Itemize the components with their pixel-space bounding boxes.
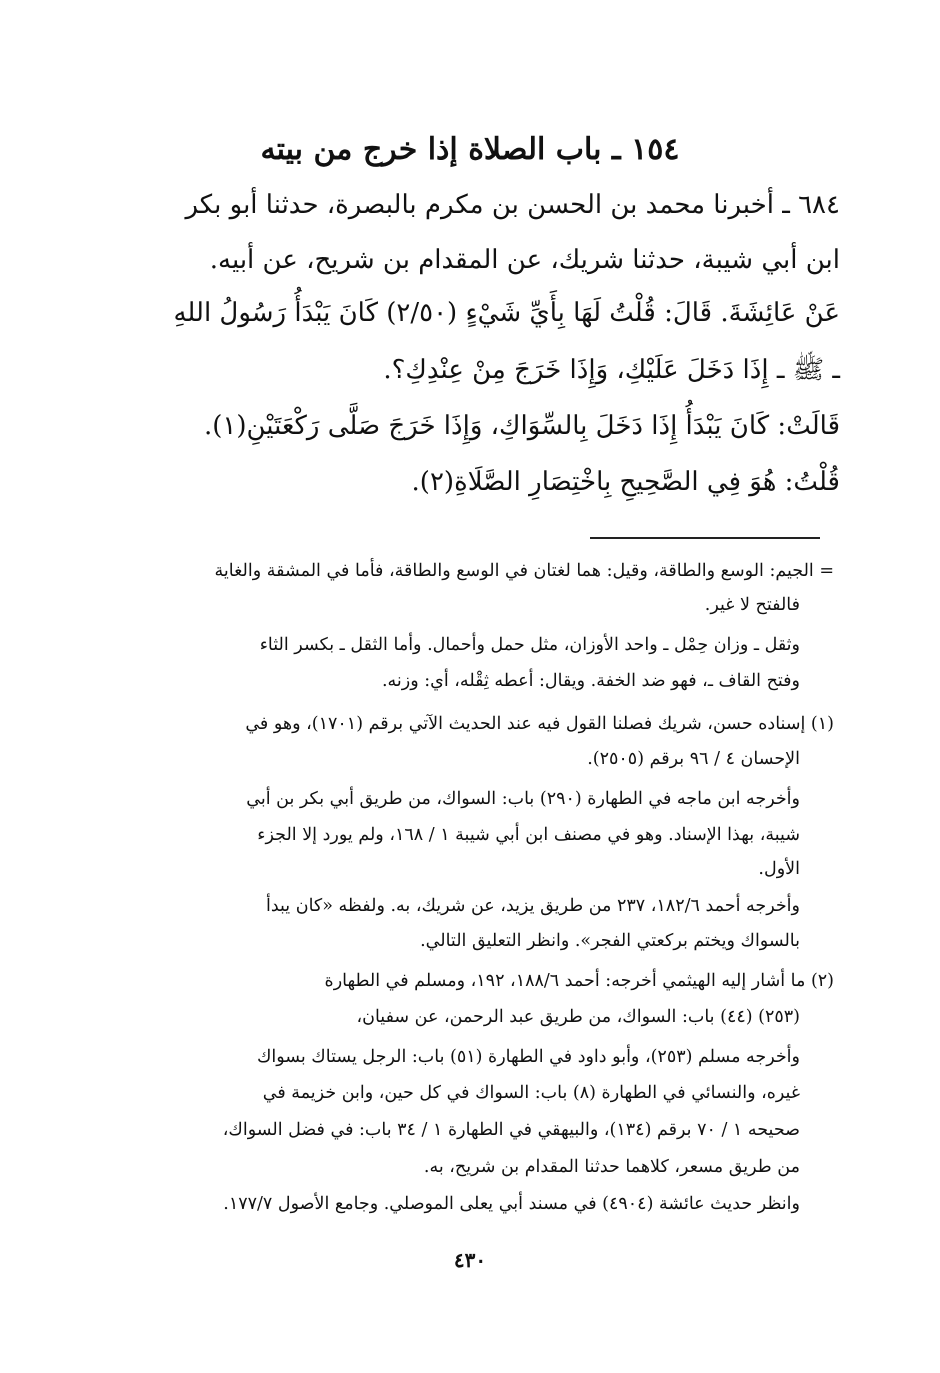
footnote-line: بالسواك ويختم بركعتي الفجر». وانظر التعليق التالي.	[420, 931, 800, 951]
hadith-line: ٦٨٤ ـ أخبرنا محمد بن الحسن بن مكرم بالبصرة، حدثنا أبو بكر	[185, 190, 840, 220]
hadith-line: عَنْ عَائِشَةَ. قَالَ: قُلْتُ لَهَا بِأَيِّ شَيْءٍ (٢/٥٠) كَانَ يَبْدَأُ رَسُولُ اللهِ	[173, 298, 840, 328]
footnote-line: فالفتح لا غير.	[704, 595, 800, 615]
footnote-line: وانظر حديث عائشة (٤٩٠٤) في مسند أبي يعلى الموصلي. وجامع الأصول ١٧٧/٧.	[223, 1194, 800, 1214]
footnote-line: الأول.	[758, 859, 800, 879]
footnote-line: غيره، والنسائي في الطهارة (٨) باب: السواك في كل حين، وابن خزيمة في	[262, 1083, 800, 1103]
footnote-line: (٢) ما أشار إليه الهيثمي أخرجه: أحمد ١٨٨/٦، ١٩٢، ومسلم في الطهارة	[324, 971, 834, 991]
footnote-line: (١) إسناده حسن، شريك فصلنا القول فيه عند الحديث الآتي برقم (١٧٠١)، وهو في	[245, 714, 834, 734]
footnote-line: شيبة، بهذا الإسناد. وهو في مصنف ابن أبي شيبة ١ / ١٦٨، ولم يورد إلا الجزء	[257, 825, 800, 845]
footnote-line: وأخرجه ابن ماجه في الطهارة (٢٩٠) باب: السواك، من طريق أبي بكر بن أبي	[246, 789, 800, 809]
footnote-line: وأخرجه مسلم (٢٥٣)، وأبو داود في الطهارة (٥١) باب: الرجل يستاك بسواك	[256, 1047, 800, 1067]
footnote-line: وأخرجه أحمد ١٨٢/٦، ٢٣٧ من طريق يزيد، عن شريك، به. ولفظه «كان يبدأ	[265, 896, 800, 916]
page-number: ٤٣٠	[453, 1248, 487, 1272]
footnote-divider	[590, 537, 820, 539]
footnote-line: (٢٥٣) (٤٤) باب: السواك، من طريق عبد الرحمن، عن سفيان،	[356, 1007, 800, 1027]
footnote-line: الإحسان ٤ / ٩٦ برقم (٢٥٠٥).	[587, 749, 800, 769]
chapter-title: ١٥٤ ـ باب الصلاة إذا خرج من بيته	[260, 132, 680, 167]
hadith-line: ابن أبي شيبة، حدثنا شريك، عن المقدام بن شريح، عن أبيه.	[209, 245, 840, 275]
footnote-line: من طريق مسعر، كلاهما حدثنا المقدام بن شريح، به.	[423, 1157, 800, 1177]
footnote-line: وثقل ـ وزان حِمْل ـ واحد الأوزان، مثل حمل وأحمال. وأما الثقل ـ بكسر الثاء	[259, 635, 800, 655]
hadith-line: ـ ﷺ ـ إِذَا دَخَلَ عَلَيْكِ، وَإِذَا خَرَجَ مِنْ عِنْدِكِ؟.	[383, 355, 840, 385]
footnote-line: وفتح القاف ـ، فهو ضد الخفة. ويقال: أعطه ثِقْله، أي: وزنه.	[381, 671, 800, 691]
footnote-line: صحيحه ١ / ٧٠ برقم (١٣٤)، والبيهقي في الطهارة ١ / ٣٤ باب: في فضل السواك،	[222, 1120, 800, 1140]
hadith-line: قُلْتُ: هُوَ فِي الصَّحِيحِ بِاخْتِصَارِ الصَّلَاةِ(٢).	[411, 467, 840, 497]
footnote-line: = الجيم: الوسع والطاقة، وقيل: هما لغتان في الوسع والطاقة، فأما في المشقة والغاية	[214, 561, 834, 581]
hadith-line: قَالَتْ: كَانَ يَبْدَأُ إِذَا دَخَلَ بِالسِّوَاكِ، وَإِذَا خَرَجَ صَلَّى رَكْعَتَيْنِ(١).	[203, 411, 840, 441]
